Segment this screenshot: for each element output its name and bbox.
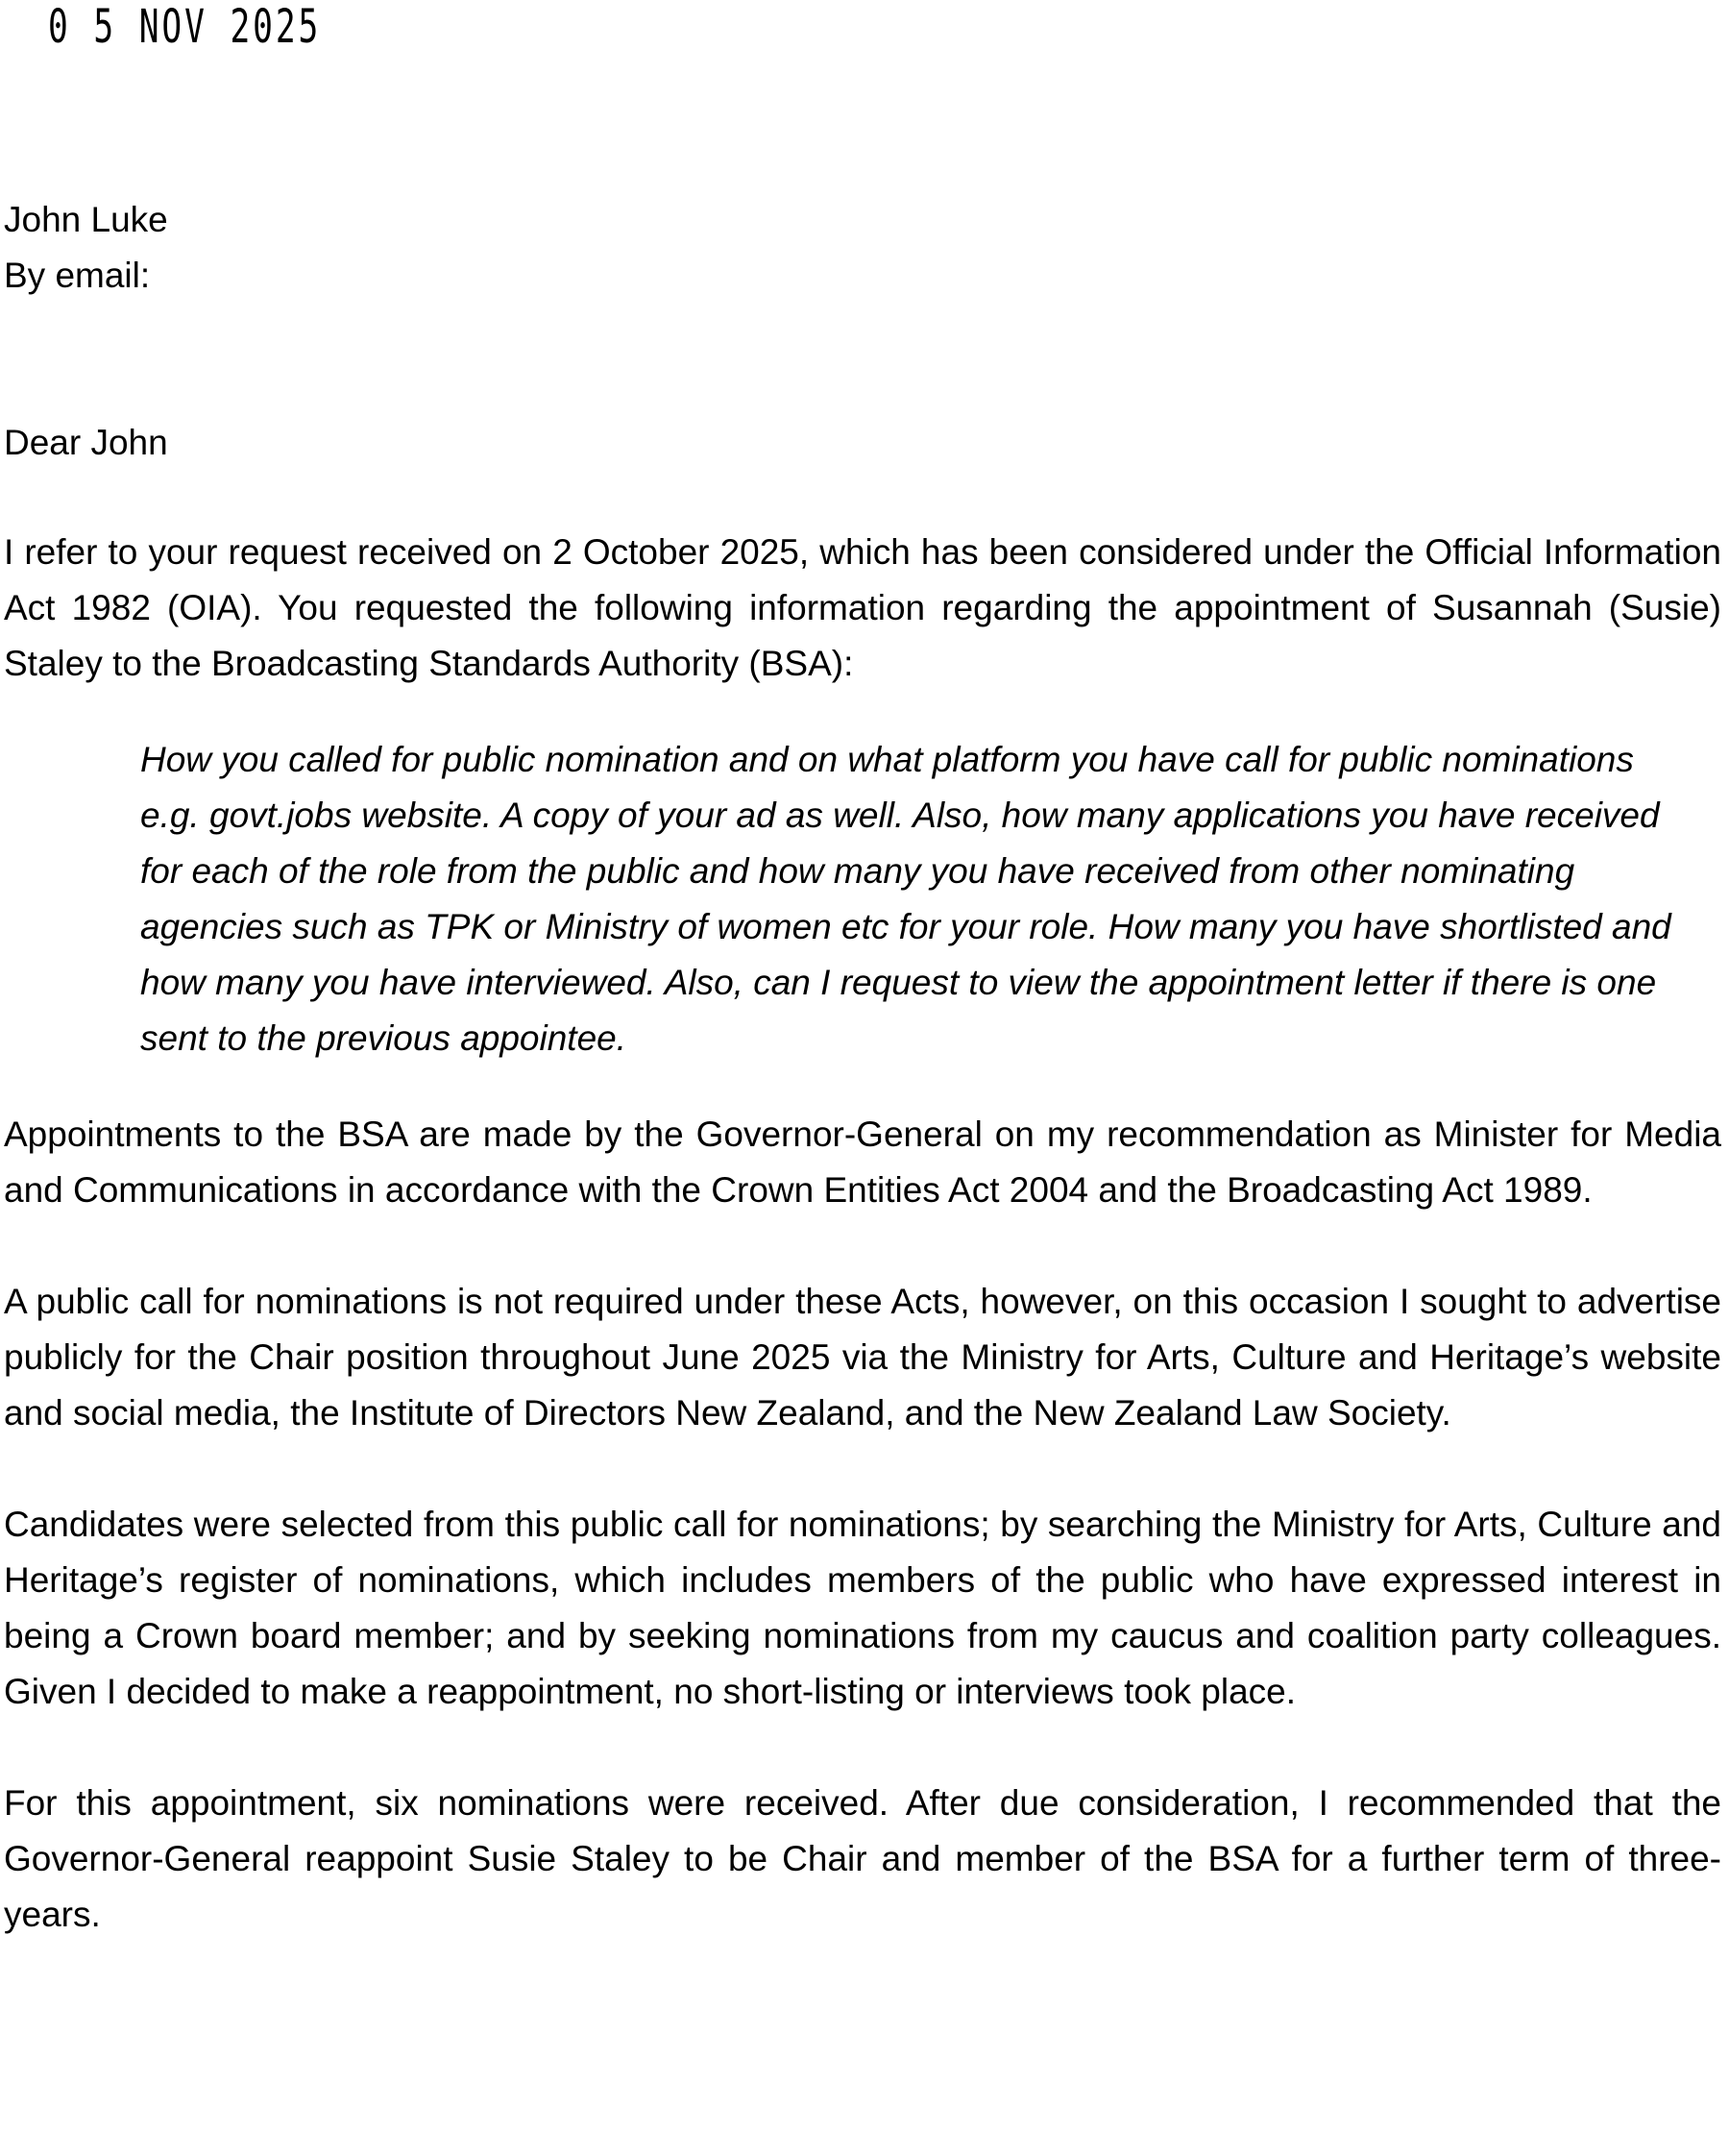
- letter-body: [4, 192, 1721, 1943]
- paragraph-public-call: A public call for nominations is not required under these Acts, however, on this occasion I sought to advertise publicly for the Chair position throughout June 2025 via the Ministry for Arts, Culture and Heritage’s website and social media, the Institute of Directors New Zealand, and the New Zealand Law Society.: [4, 1282, 1721, 1433]
- recipient-name: John Luke: [4, 200, 168, 239]
- recipient-delivery: By email:: [4, 256, 151, 295]
- quoted-request: How you called for public nomination and on what platform you have call for public nominations e.g. govt.jobs website. A copy of your ad as well. Also, how many applications you have received for each of the role from the public and how many you have received from other nominating agencies such as TPK or Ministry of women etc for your role. How many you have shortlisted and how many you have interviewed. Also, can I request to view the appointment letter if there is one sent to the previous appointee.: [140, 740, 1671, 1058]
- paragraph-appointments: Appointments to the BSA are made by the Governor-General on my recommendation as Minister for Media and Communications in accordance with the Crown Entities Act 2004 and the Broadcasting Act 1989.: [4, 1115, 1721, 1210]
- paragraph-request-intro: I refer to your request received on 2 October 2025, which has been considered under the Official Information Act 1982 (OIA). You requested the following information regarding the appointment of Susannah (Susie) Staley to the Broadcasting Standards Authority (BSA):: [4, 532, 1721, 683]
- paragraph-nominations-received: For this appointment, six nominations were received. After due consideration, I recommended that the Governor-General reappoint Susie Staley to be Chair and member of the BSA for a further term of three-years.: [4, 1783, 1721, 1934]
- date-stamp: 0 5 NOV 2025: [48, 0, 322, 54]
- salutation: Dear John: [4, 423, 168, 462]
- paragraph-candidates: Candidates were selected from this public call for nominations; by searching the Ministry for Arts, Culture and Heritage’s register of nominations, which includes members of the public who have expressed interest in being a Crown board member; and by seeking nominations from my caucus and coalition party colleagues. Given I decided to make a reappointment, no short-listing or interviews took place.: [4, 1505, 1721, 1711]
